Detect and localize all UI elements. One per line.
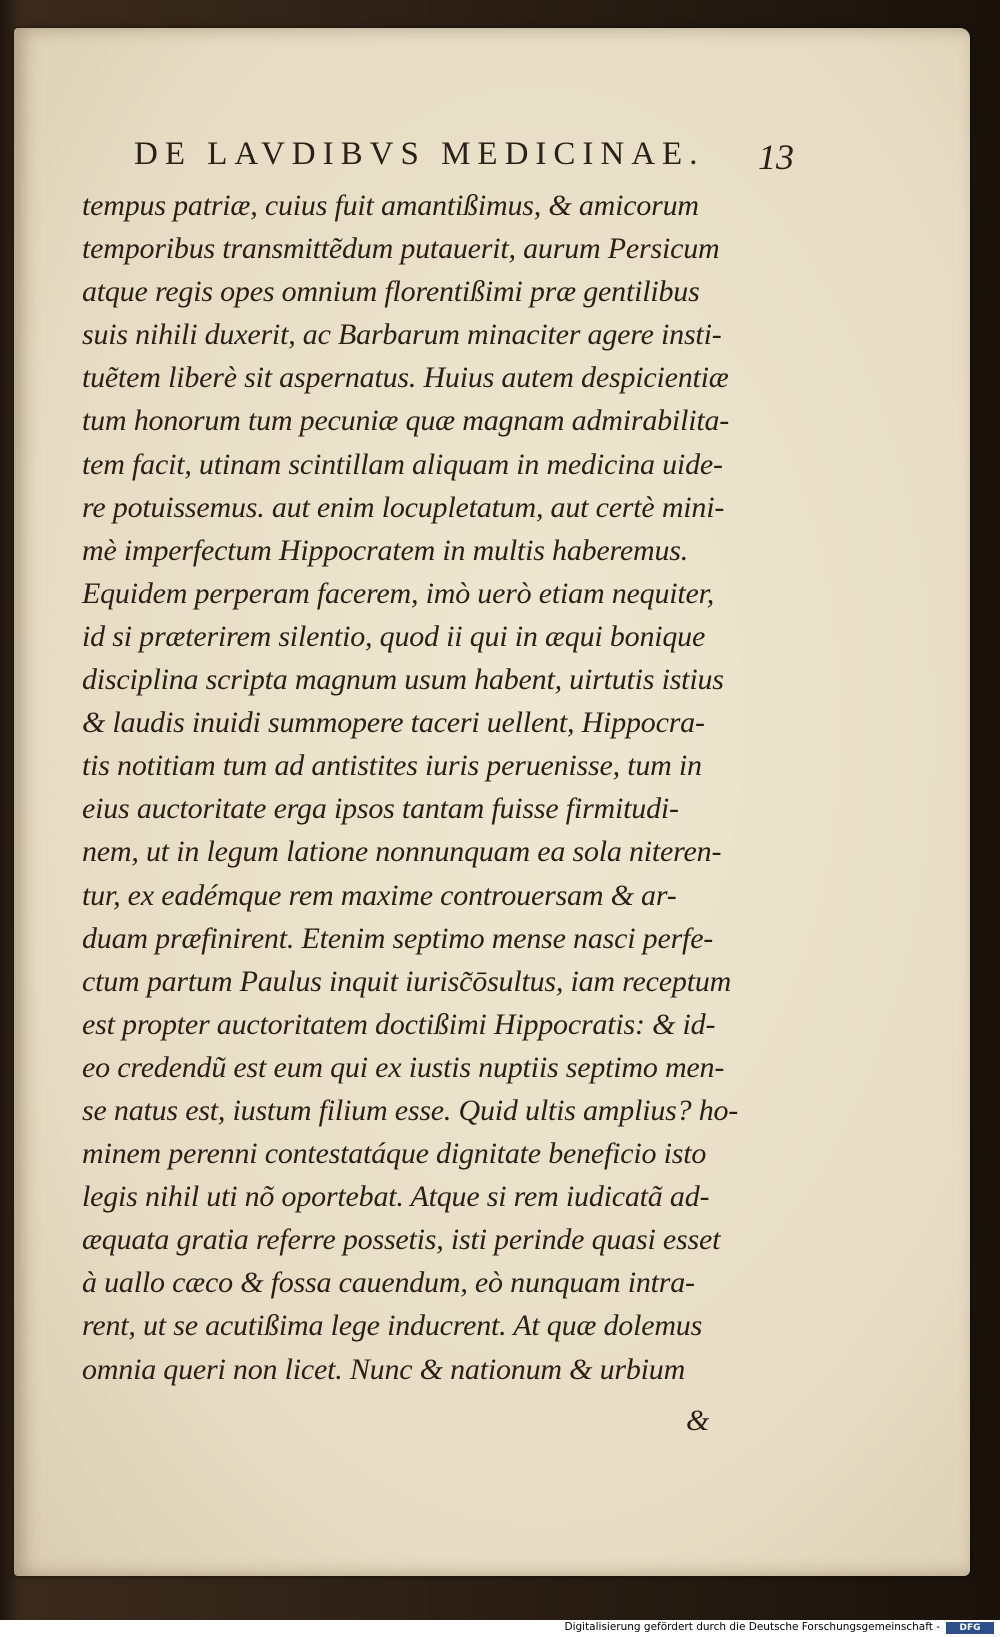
text-line: rent, ut se acutißima lege inducrent. At quæ dolemus [82, 1309, 703, 1343]
text-line: æquata gratia referre possetis, isti perinde quasi esset [82, 1223, 721, 1257]
text-line: à uallo cæco & fossa cauendum, eò nunquam intra- [82, 1266, 695, 1300]
text-line: tempus patriæ, cuius fuit amantißimus, & amicorum [82, 189, 699, 222]
text-line: eius auctoritate erga ipsos tantam fuisse firmitudi- [82, 792, 679, 826]
text-line: est propter auctoritatem doctißimi Hippocratis: & id- [82, 1007, 716, 1041]
catchword: & [686, 1404, 710, 1437]
digitization-footer [0, 1620, 1000, 1637]
running-title: DE LAVDIBVS MEDICINAE. [134, 136, 705, 172]
text-line: omnia queri non licet. Nunc & nationum & urbium [82, 1352, 686, 1386]
text-line: mè imperfectum Hippocratem in multis haberemus. [82, 533, 689, 567]
text-line: minem perenni contestatáque dignitate beneficio isto [82, 1137, 707, 1171]
text-line: & laudis inuidi summopere taceri uellent, Hippocra- [82, 706, 705, 740]
text-line: tur, ex eadémque rem maxime controuersam & ar- [82, 878, 677, 912]
text-line: nem, ut in legum latione nonnunquam ea sola niteren- [82, 835, 722, 869]
text-line: eo credendũ est eum qui ex iustis nuptiis septimo men- [82, 1050, 725, 1084]
text-line: temporibus transmittẽdum putauerit, aurum Persicum [82, 232, 720, 266]
text-line: tuẽtem liberè sit aspernatus. Huius autem despicientiæ [82, 361, 729, 395]
text-line: disciplina scripta magnum usum habent, uirtutis istius [82, 663, 724, 697]
text-line: id si præterirem silentio, quod ii qui in æqui bonique [82, 619, 706, 653]
text-line: ctum partum Paulus inquit iurisc͂ōsultus, iam receptum [82, 964, 732, 998]
folio-number: 13 [758, 137, 794, 177]
text-line: suis nihili duxerit, ac Barbarum minaciter agere insti- [82, 318, 722, 352]
text-line: se natus est, iustum filium esse. Quid ultis amplius? ho- [82, 1093, 739, 1127]
text-line: re potuissemus. aut enim locupletatum, aut certè mini- [82, 490, 725, 524]
text-line: tem facit, utinam scintillam aliquam in medicina uide- [82, 447, 723, 481]
text-line: tis notitiam tum ad antistites iuris peruenisse, tum in [82, 749, 702, 783]
text-line: tum honorum tum pecuniæ quæ magnam admirabilita- [82, 404, 730, 438]
dfg-logo: DFG [946, 1622, 994, 1634]
footer-credit: Digitalisierung gefördert durch die Deutsche Forschungsgemeinschaft - [564, 1621, 940, 1633]
text-line: Equidem perperam facerem, imò uerò etiam nequiter, [82, 576, 715, 610]
page-header [122, 112, 802, 177]
text-line: legis nihil uti nõ oportebat. Atque si rem iudicatã ad- [82, 1180, 710, 1214]
text-line: duam præfinirent. Etenim septimo mense nasci perfe- [82, 921, 714, 955]
text-line: atque regis opes omnium florentißimi præ gentilibus [82, 275, 700, 309]
body-text [82, 184, 782, 1391]
book-page [14, 28, 970, 1576]
